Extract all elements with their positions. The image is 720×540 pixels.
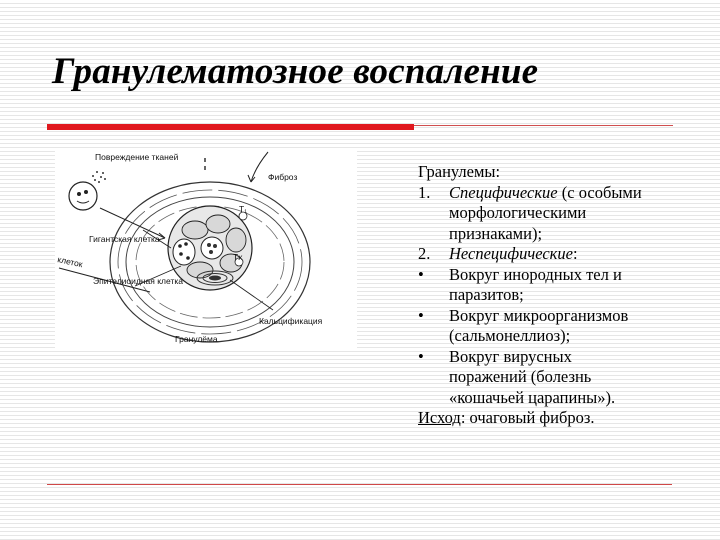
label-damage: Повреждение тканей	[95, 152, 179, 162]
bottom-rule	[47, 484, 672, 485]
nonspecific-term: Неспецифические	[449, 244, 573, 263]
bullet-1-line-1: Вокруг инородных тел и	[449, 264, 622, 284]
label-calcification: Кальцификация	[259, 316, 323, 326]
label-t1: T₁	[239, 204, 248, 214]
list-marker-1: 1.	[418, 182, 431, 202]
list-marker-2: 2.	[418, 244, 431, 263]
outcome-text: : очаговый фиброз.	[460, 408, 595, 427]
label-granuloma: Гранулёма	[175, 334, 218, 344]
giant-cell	[173, 239, 195, 265]
bullet-icon: •	[418, 346, 424, 366]
tissue-debris	[92, 171, 106, 183]
bullet-3-line-1: Вокруг вирусных	[449, 346, 572, 366]
label-giant-cell: Гигантская клетка	[89, 234, 160, 244]
bullet-microorganisms	[418, 306, 708, 327]
bullet-1-line-2: паразитов;	[449, 285, 524, 304]
outcome-label: Исход	[418, 408, 461, 427]
bullet-icon: •	[418, 264, 424, 284]
nonspecific-rest: :	[572, 244, 578, 263]
specific-term: Специфические	[449, 182, 558, 202]
central-cell	[201, 237, 223, 259]
damaged-cell	[69, 182, 97, 210]
slide-title: Гранулематозное воспаление	[52, 51, 539, 92]
bullet-2-line-2: (сальмонеллиоз);	[449, 326, 571, 345]
specific-line-3: признаками);	[449, 223, 543, 243]
granuloma-text-block	[418, 162, 708, 429]
leader-calcification	[230, 280, 273, 310]
epithelioid-cell-5	[187, 262, 213, 278]
granuloma-diagram-svg	[55, 150, 357, 348]
epithelioid-cell-1	[182, 221, 208, 239]
outcome-line	[418, 408, 708, 429]
specific-rest: (с особыми	[557, 182, 642, 202]
title-underline-thin	[414, 125, 673, 126]
list-item-specific	[418, 183, 708, 204]
bullet-3-line-3: «кошачьей царапины»).	[449, 387, 616, 407]
bullet-viral-lesions	[418, 347, 708, 368]
bullet-icon: •	[418, 305, 424, 325]
bullet-foreign-bodies	[418, 265, 708, 286]
arrow-fibrosis	[251, 152, 268, 182]
list-item-nonspecific	[418, 244, 708, 265]
epithelioid-cell-3	[226, 228, 246, 252]
title-underline-accent	[47, 124, 414, 130]
bullet-2-line-1: Вокруг микроорганизмов	[449, 305, 629, 325]
label-epithelioid: Эпителиоидная клетка	[93, 276, 183, 286]
bullet-3-line-2: поражений (болезнь	[449, 367, 592, 386]
granulomas-heading: Гранулемы:	[418, 162, 501, 181]
specific-line-2: морфологическими	[449, 203, 587, 222]
label-cells: клеток	[56, 254, 84, 270]
label-tx: Tx	[233, 252, 243, 262]
label-fibrosis: Фиброз	[268, 172, 298, 182]
epithelioid-cell-2	[206, 215, 230, 233]
granuloma-diagram	[55, 150, 357, 348]
